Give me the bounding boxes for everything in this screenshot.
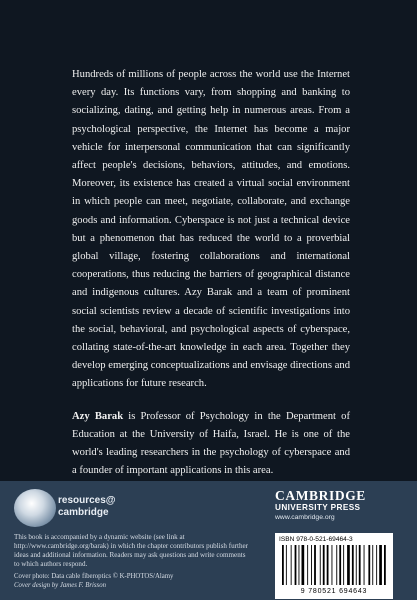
- publisher-press: UNIVERSITY PRESS: [275, 503, 361, 512]
- resources-cambridge-disc-icon: [14, 489, 56, 527]
- barcode-bar: [376, 545, 377, 585]
- barcode-bar: [302, 545, 305, 585]
- barcode-bar: [384, 545, 386, 585]
- blurb-text: [72, 66, 350, 480]
- barcode-bar: [339, 545, 341, 585]
- barcode-bar: [314, 545, 316, 585]
- barcode-bar: [327, 545, 329, 585]
- barcode-bar: [311, 545, 312, 585]
- cover-credits: [14, 573, 264, 590]
- barcode-bar: [356, 545, 357, 585]
- barcode-bar: [323, 545, 325, 585]
- author-name: Azy Barak: [72, 410, 124, 422]
- barcode-digits: 9 780521 694643: [300, 588, 368, 595]
- barcode-bar: [299, 545, 300, 585]
- logo-line1: resources@: [58, 495, 116, 506]
- cover-photo-credit: Cover photo: Data cable fiberoptics © K-PHOTOS/Alamy: [14, 573, 174, 580]
- barcode-bar: [368, 545, 370, 585]
- isbn-label: ISBN 978-0-521-69464-3: [279, 536, 353, 543]
- barcode-bar: [295, 545, 297, 585]
- barcode-bar: [320, 545, 321, 585]
- barcode-bar: [347, 545, 350, 585]
- barcode-box: [275, 533, 393, 599]
- cover-design-credit: Cover design by James F. Brisson: [14, 581, 106, 589]
- barcode-bar: [359, 545, 361, 585]
- barcode-bar: [364, 545, 365, 585]
- barcode-icon: [281, 545, 387, 587]
- bottom-band: [0, 481, 417, 600]
- logo-line2: cambridge: [58, 507, 109, 518]
- author-bio-text: is Professor of Psychology in the Department of Education at the University of Haifa, Israel. He is one of the world's leading researchers in the psychology of cyberspace and a founder of important applications in this area.: [72, 410, 350, 477]
- barcode-bar: [336, 545, 337, 585]
- website-note: This book is accompanied by a dynamic website (see link at http://www.cambridge.org/barak) in which the chapter contributors publish further ideas and additional information. Readers may ask questions and write comments to which authors respond.: [14, 533, 249, 568]
- author-bio: [72, 408, 350, 481]
- resources-section: [14, 489, 264, 590]
- barcode-bar: [307, 545, 308, 585]
- resources-logo-text: [58, 495, 116, 519]
- barcode-bar: [282, 545, 284, 585]
- barcode-bar: [343, 545, 344, 585]
- barcode-bar: [332, 545, 333, 585]
- barcode-bar: [379, 545, 382, 585]
- barcode-bar: [291, 545, 292, 585]
- barcode-bar: [352, 545, 354, 585]
- resources-logo: [14, 489, 264, 529]
- publisher-section: [275, 488, 405, 595]
- barcode-bar: [286, 545, 287, 585]
- publisher-url: www.cambridge.org: [275, 514, 335, 521]
- barcode-bar: [372, 545, 373, 585]
- blurb-paragraph: Hundreds of millions of people across the world use the Internet every day. Its functions vary, from shopping and banking to socializing, dating, and getting help in numerous areas. From a psychological perspective, the Internet has become a major vehicle for interpersonal communication that can significantly affect people's decisions, behaviors, attitudes, and emotions. Moreover, its existence has created a virtual social environment in which people can meet, negotiate, collaborate, and exchange goods and information. Cyberspace is not just a technical device but a phenomenon that has reduced the world to a proverbial global village, fostering collaborations and international cooperations, thus reducing the barriers of geographical distance and indigenous cultures. Azy Barak and a team of prominent social scientists review a decade of scientific investigations into the social, behavioral, and psychological aspects of cyberspace, collating state-of-the-art knowledge in each area. Together they develop emerging conceptualizations and envisage directions and applications for future research.: [72, 69, 350, 390]
- publisher-name: CAMBRIDGE: [275, 488, 366, 503]
